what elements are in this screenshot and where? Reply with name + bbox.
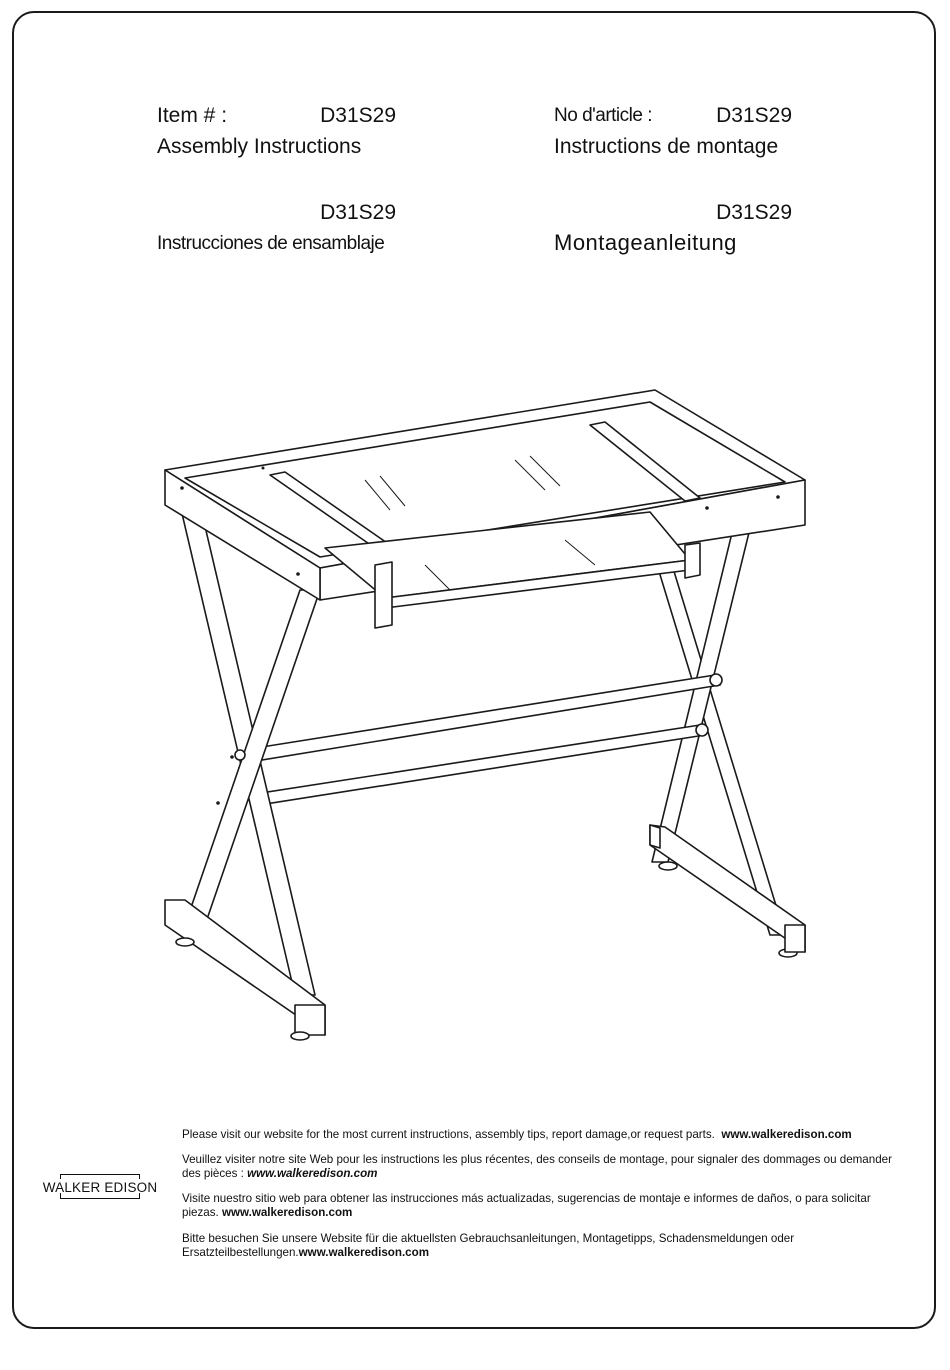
footer-text-en <box>182 1128 910 1142</box>
logo-tick <box>60 1193 61 1198</box>
footer-en-text: Please visit our website for the most current instructions, assembly tips, report damage,or request parts. <box>182 1128 715 1141</box>
footer-fr-text: Veuillez visiter notre site Web pour les instructions les plus récentes, des conseils de montage, pour signaler des dommages ou demander des pièces : <box>182 1153 892 1180</box>
front-right-glide <box>291 1032 309 1040</box>
footer-de-text: Bitte besuchen Sie unsere Website für die aktuellsten Gebrauchsanleitungen, Montagetipps, Schadensmeldungen oder Ersatzteilbestellungen. <box>182 1232 795 1259</box>
logo-top-rule <box>60 1174 140 1175</box>
logo-tick <box>60 1174 61 1179</box>
title-fr: Instructions de montage <box>554 135 779 158</box>
tray-slide-right <box>685 543 700 578</box>
item-label-en: Item # : <box>157 104 228 127</box>
footer-text-de <box>182 1232 910 1260</box>
footer-text-fr <box>182 1153 910 1181</box>
footer-es-text: Visite nuestro sitio web para obtener las instrucciones más actualizadas, sugerencias de montaje e informes de daños, o para solicitar piezas. <box>182 1192 871 1219</box>
desk-illustration <box>150 380 830 1050</box>
item-number-fr: D31S29 <box>716 104 792 127</box>
tray-slide-left <box>375 562 392 628</box>
title-en: Assembly Instructions <box>157 135 362 158</box>
title-es: Instrucciones de ensamblaje <box>157 233 385 254</box>
lower-foot-rail <box>248 725 705 806</box>
footer-fr-link[interactable]: www.walkeredison.com <box>247 1167 378 1180</box>
logo-text: WALKER EDISON <box>42 1180 158 1195</box>
logo-bottom-rule <box>60 1198 140 1199</box>
logo-tick <box>139 1174 140 1179</box>
item-label-fr: No d'article : <box>554 105 653 126</box>
footer-text-es <box>182 1192 910 1220</box>
back-right-foot <box>650 825 805 952</box>
back-right-glide <box>659 862 677 870</box>
title-de: Montageanleitung <box>554 230 737 255</box>
front-left-glide <box>176 938 194 946</box>
front-left-leg-b <box>185 590 320 925</box>
upper-foot-rail <box>243 675 720 762</box>
item-number-en: D31S29 <box>320 104 396 127</box>
item-number-de: D31S29 <box>716 201 792 224</box>
logo-tick <box>139 1193 140 1198</box>
footer-es-link[interactable]: www.walkeredison.com <box>221 1206 353 1219</box>
walker-edison-logo <box>40 1170 160 1204</box>
item-number-es: D31S29 <box>320 201 396 224</box>
footer-en-link[interactable]: www.walkeredison.com <box>721 1128 852 1141</box>
footer-de-link[interactable]: www.walkeredison.com <box>298 1246 430 1259</box>
